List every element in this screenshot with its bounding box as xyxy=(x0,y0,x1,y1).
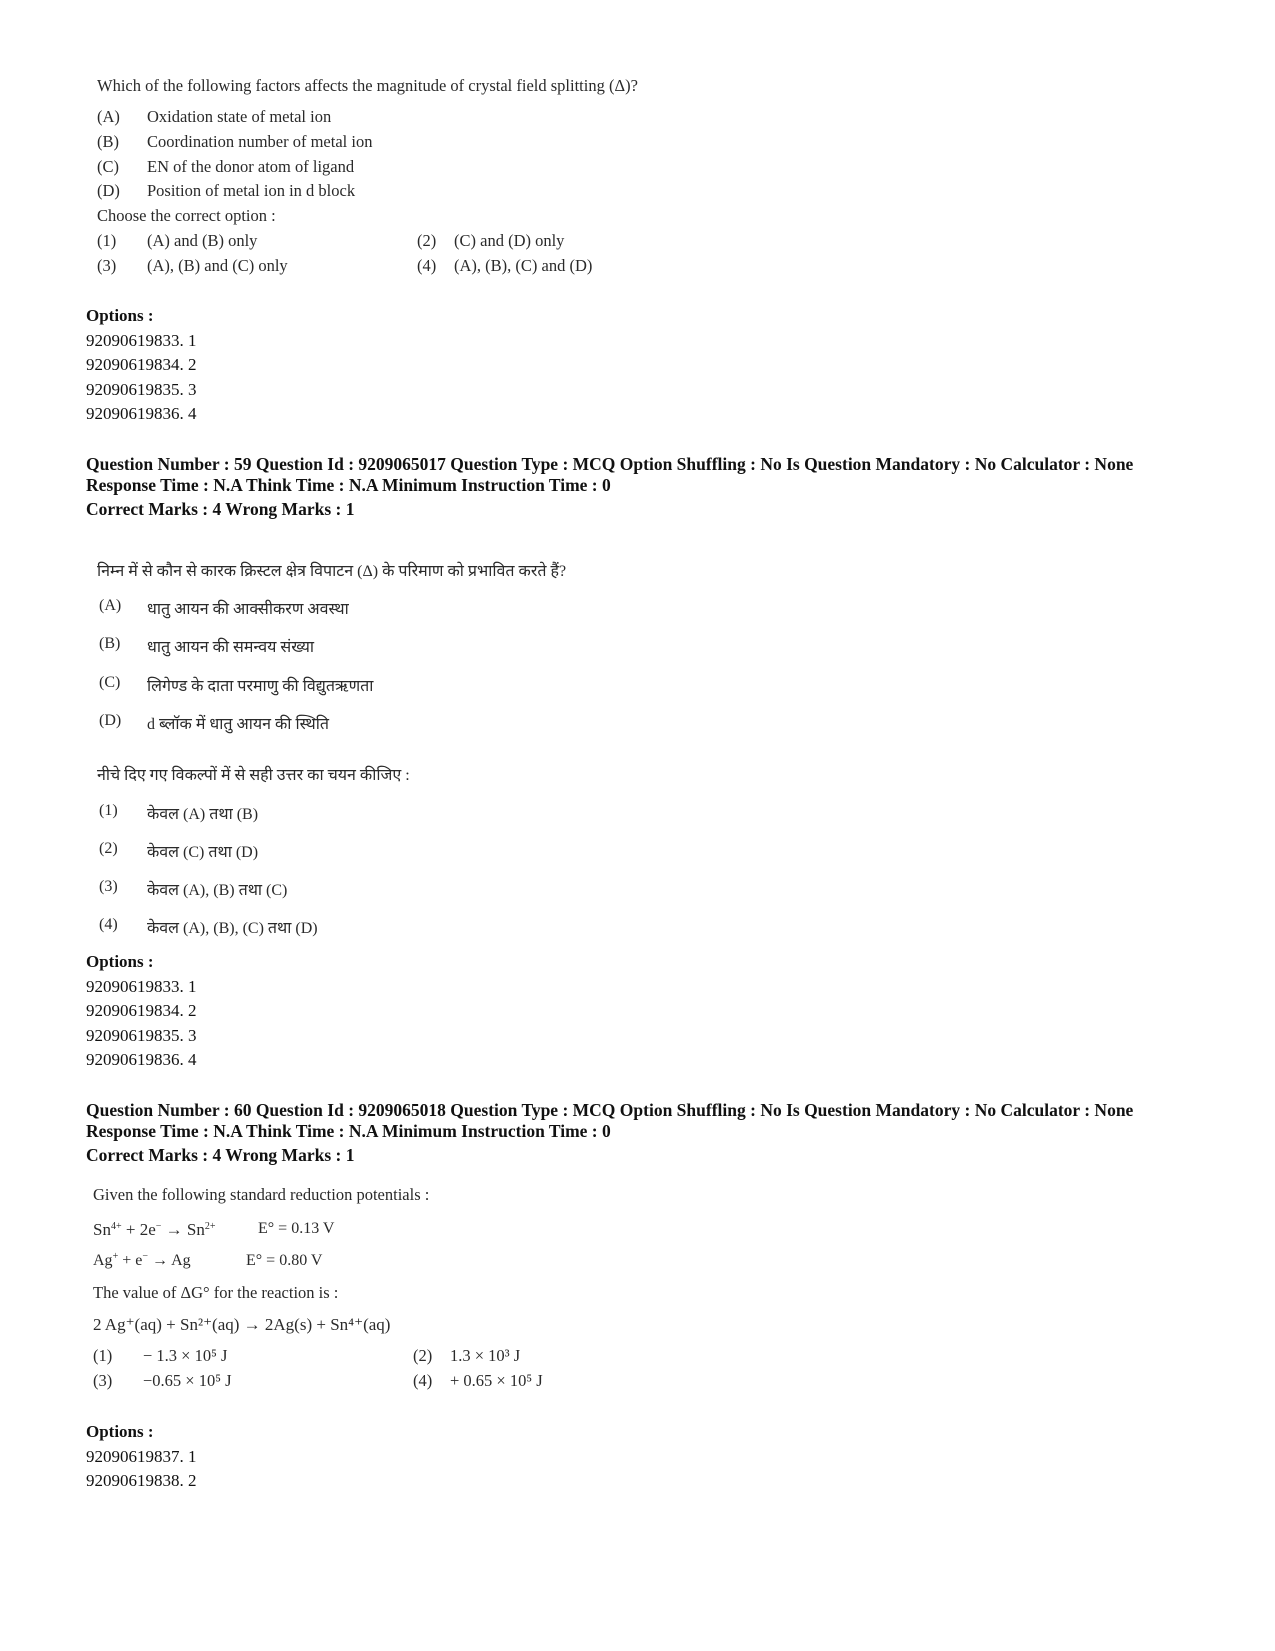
options-list xyxy=(86,1420,197,1494)
statement-label: (D) xyxy=(99,712,122,729)
choice-number: (2) xyxy=(99,840,118,857)
option-item: 92090619838. 2 xyxy=(86,1471,197,1490)
statement-text: Position of metal ion in d block xyxy=(147,181,356,200)
question-60-header xyxy=(86,1100,1133,1166)
options-title: Options : xyxy=(86,306,154,325)
statement-label: (C) xyxy=(97,157,119,176)
option-item: 92090619834. 2 xyxy=(86,1001,197,1020)
statement-label: (A) xyxy=(99,597,122,614)
choice-number: (1) xyxy=(97,231,117,250)
statement-text: EN of the donor atom of ligand xyxy=(147,157,355,176)
choice-text: −0.65 × 10⁵ J xyxy=(143,1371,232,1390)
options-title: Options : xyxy=(86,1422,154,1441)
choice-number: (3) xyxy=(97,256,117,275)
statement-text: Oxidation state of metal ion xyxy=(147,107,332,126)
choice-number: (2) xyxy=(417,231,437,250)
option-item: 92090619833. 1 xyxy=(86,330,197,350)
choose-prompt: नीचे दिए गए विकल्पों में से सही उत्तर का चयन कीजिए : xyxy=(97,767,410,784)
choice-number: (4) xyxy=(99,916,118,933)
choice-text: (A) and (B) only xyxy=(147,231,258,250)
option-item: 92090619837. 1 xyxy=(86,1446,197,1466)
choice-text: 1.3 × 10³ J xyxy=(450,1346,521,1365)
choice-text: (A), (B) and (C) only xyxy=(147,256,288,275)
choice-text: − 1.3 × 10⁵ J xyxy=(143,1346,228,1365)
statement-text: d ब्लॉक में धातु आयन की स्थिति xyxy=(147,716,329,733)
choice-text: (C) and (D) only xyxy=(454,231,565,250)
choice-text: (A), (B), (C) and (D) xyxy=(454,256,593,275)
option-item: 92090619834. 2 xyxy=(86,355,197,374)
statement-label: (B) xyxy=(97,132,119,151)
question-stem: Which of the following factors affects the magnitude of crystal field splitting (Δ)? xyxy=(97,76,638,95)
choice-number: (4) xyxy=(413,1371,433,1390)
statement-label: (B) xyxy=(99,635,121,652)
potential-tin: E° = 0.13 V xyxy=(258,1220,335,1237)
question-text: The value of ΔG° for the reaction is : xyxy=(93,1283,339,1302)
options-title: Options : xyxy=(86,952,154,971)
equation-tin: $Sn^{4+} + 2e^- \to Sn^{2+}$ xyxy=(93,1220,216,1239)
potential-silver: E° = 0.80 V xyxy=(246,1252,323,1269)
statement-label: (D) xyxy=(97,181,120,200)
equation-silver: Ag+ + e− → Ag xyxy=(93,1251,191,1269)
option-item: 92090619836. 4 xyxy=(86,1050,197,1069)
timing-meta: Response Time : N.A Think Time : N.A Minimum Instruction Time : 0 xyxy=(86,475,611,495)
marks-meta: Correct Marks : 4 Wrong Marks : 1 xyxy=(86,499,355,519)
option-item: 92090619836. 4 xyxy=(86,404,197,423)
question-59-header xyxy=(86,454,1133,520)
choice-text: केवल (A) तथा (B) xyxy=(147,806,259,823)
option-item: 92090619835. 3 xyxy=(86,379,197,399)
statement-text: धातु आयन की आक्सीकरण अवस्था xyxy=(147,601,349,618)
timing-meta: Response Time : N.A Think Time : N.A Minimum Instruction Time : 0 xyxy=(86,1121,611,1141)
question-intro: Given the following standard reduction potentials : xyxy=(93,1185,430,1204)
question-meta: Question Number : 59 Question Id : 9209065017 Question Type : MCQ Option Shuffling : No Is Question Mandatory : No Calculator : None xyxy=(86,454,1134,474)
options-list xyxy=(86,304,197,427)
choice-number: (1) xyxy=(99,802,118,819)
question-stem: निम्न में से कौन से कारक क्रिस्टल क्षेत्र विपाटन (Δ) के परिमाण को प्रभावित करते हैं? xyxy=(97,563,567,580)
statement-text: Coordination number of metal ion xyxy=(147,132,373,151)
choice-number: (3) xyxy=(99,878,118,895)
choice-text: केवल (A), (B) तथा (C) xyxy=(147,882,288,899)
choice-text: केवल (C) तथा (D) xyxy=(147,844,259,861)
question-meta: Question Number : 60 Question Id : 9209065018 Question Type : MCQ Option Shuffling : No Is Question Mandatory : No Calculator : None xyxy=(86,1100,1134,1120)
choice-number: (2) xyxy=(413,1346,433,1365)
choice-text: केवल (A), (B), (C) तथा (D) xyxy=(147,920,318,937)
marks-meta: Correct Marks : 4 Wrong Marks : 1 xyxy=(86,1145,355,1165)
statement-text: लिगेण्ड के दाता परमाणु की विद्युतऋणता xyxy=(147,678,374,695)
choice-number: (3) xyxy=(93,1371,113,1390)
reaction-equation: 2 Ag⁺(aq) + Sn²⁺(aq) → 2Ag(s) + Sn⁴⁺(aq) xyxy=(93,1315,391,1334)
statement-text: धातु आयन की समन्वय संख्या xyxy=(147,639,314,656)
option-item: 92090619835. 3 xyxy=(86,1025,197,1045)
statement-label: (A) xyxy=(97,107,120,126)
choice-text: + 0.65 × 10⁵ J xyxy=(450,1371,543,1390)
choice-number: (1) xyxy=(93,1346,113,1365)
options-list xyxy=(86,950,197,1073)
statement-label: (C) xyxy=(99,674,121,691)
choice-number: (4) xyxy=(417,256,437,275)
choose-prompt: Choose the correct option : xyxy=(97,206,276,225)
option-item: 92090619833. 1 xyxy=(86,976,197,996)
